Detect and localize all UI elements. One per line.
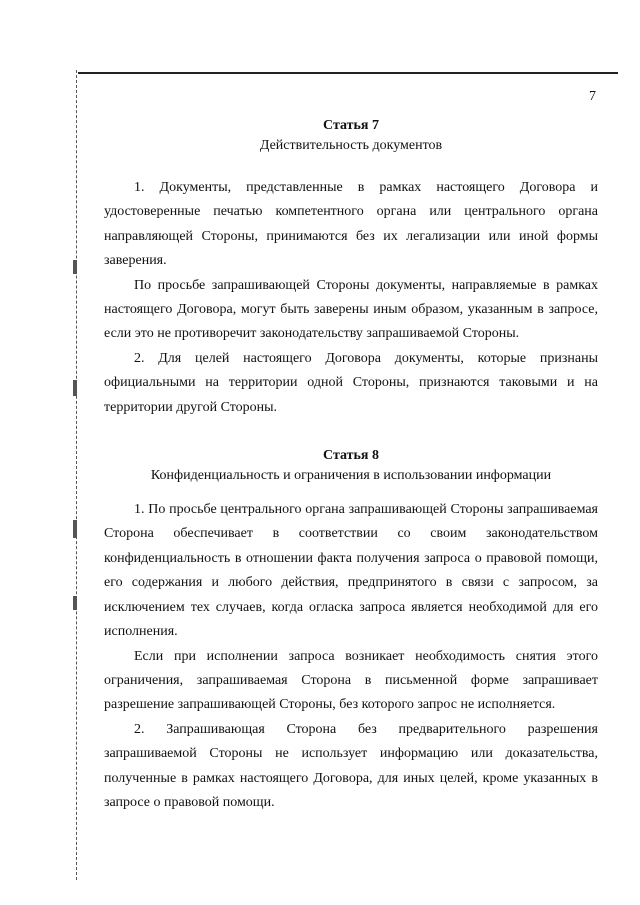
- paragraph: По просьбе запрашивающей Стороны документы, направляемые в рамках настоящего Договора, могут быть заверены иным образом, указанным в запросе, если это не противоречит законодательству запрашиваемой Стороны.: [104, 277, 598, 342]
- paragraph: Если при исполнении запроса возникает необходимость снятия этого ограничения, запрашиваемая Сторона в письменной форме запрашивает разрешение запрашивающей Стороны, без которого запрос не исполняется.: [104, 648, 598, 713]
- paragraph: 1. По просьбе центрального органа запрашивающей Стороны запрашиваемая Сторона обеспечивает в соответствии со своим законодательством конфиденциальность в отношении факта получения запроса о правовой помощи, его содержания и любого действия, предпринятого в связи с запросом, за исключением тех случаев, когда огласка запроса является необходимой для его исполнения.: [104, 502, 598, 640]
- left-margin-border: [76, 70, 77, 880]
- top-rule: [78, 72, 618, 74]
- article-subtitle: Конфиденциальность и ограничения в использовании информации: [150, 468, 552, 484]
- margin-mark: [73, 380, 77, 396]
- article-subtitle: Действительность документов: [259, 138, 443, 153]
- article-title: Статья 8: [323, 448, 379, 464]
- paragraph: 2. Запрашивающая Сторона без предварительного разрешения запрашиваемой Стороны не использует информацию или доказательства, полученные в рамках настоящего Договора, для иных целей, кроме указанных в запросе о правовой помощи.: [104, 721, 598, 810]
- paragraph: 2. Для целей настоящего Договора документы, которые признаны официальными на территории одной Стороны, признаются таковыми и на территории другой Стороны.: [104, 350, 598, 415]
- page-number: 7: [589, 89, 596, 104]
- margin-mark: [73, 596, 77, 610]
- document-body: [104, 116, 598, 815]
- article-7: [104, 116, 598, 420]
- margin-mark: [73, 260, 77, 274]
- article-title: Статья 7: [323, 118, 379, 133]
- margin-mark: [73, 520, 77, 538]
- article-8: [104, 446, 598, 815]
- paragraph: 1. Документы, представленные в рамках настоящего Договора и удостоверенные печатью компетентного органа или центрального органа направляющей Стороны, принимаются без их легализации или иной формы заверения.: [104, 180, 598, 269]
